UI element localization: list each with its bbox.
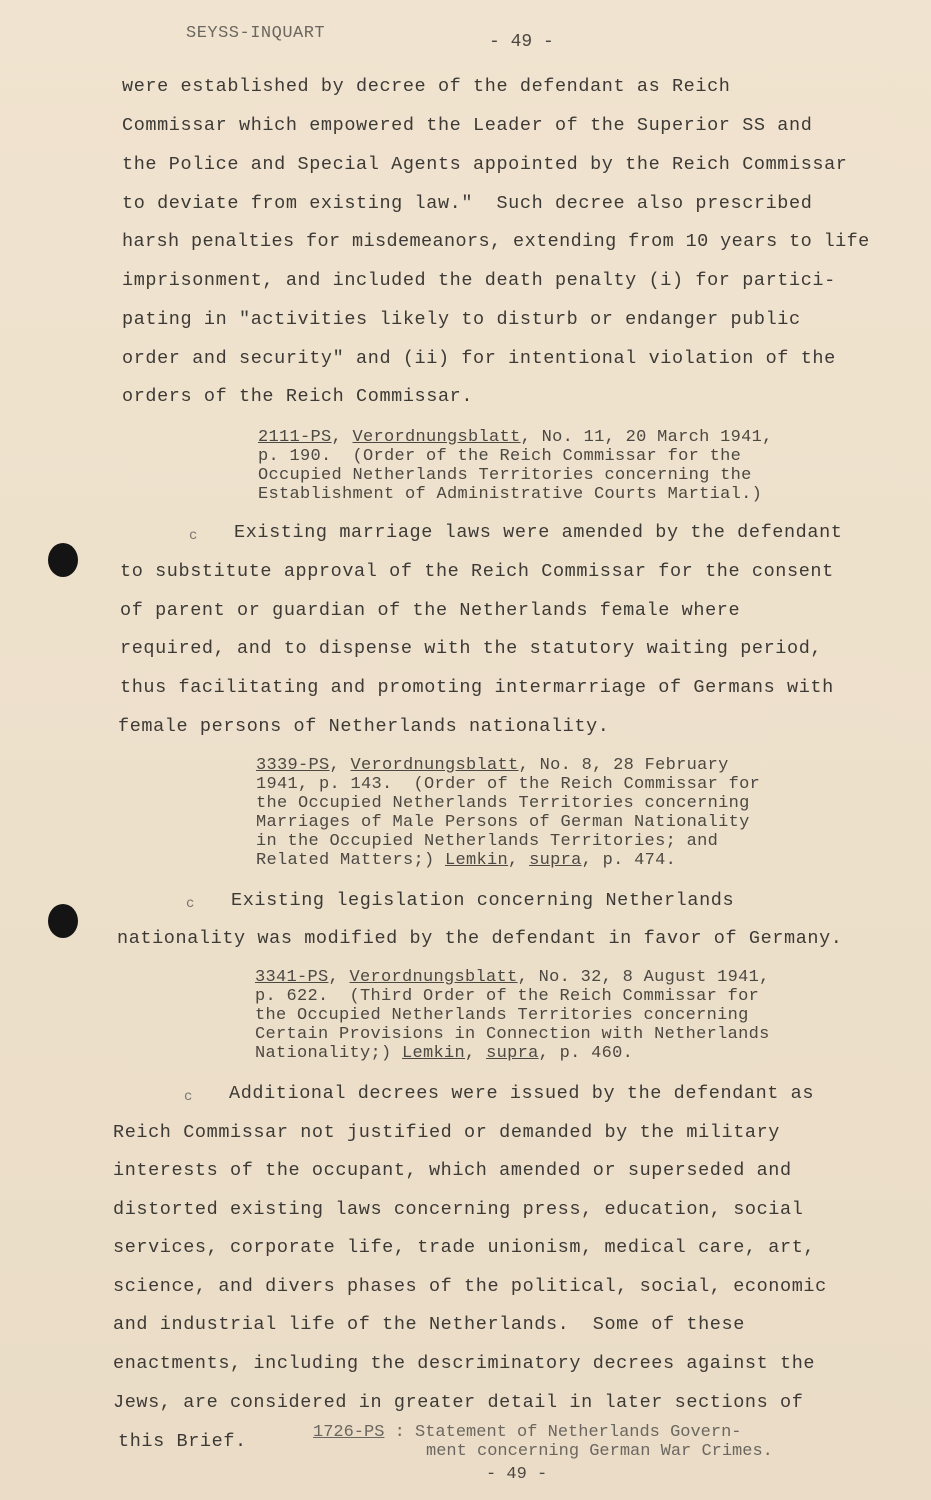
citation-line bbox=[256, 851, 676, 871]
punch-hole bbox=[48, 543, 78, 577]
text-line: distorted existing laws concerning press, education, social bbox=[113, 1199, 804, 1220]
footer-citation bbox=[313, 1423, 773, 1461]
text-line: the Police and Special Agents appointed by the Reich Commissar bbox=[122, 154, 848, 175]
citation-line bbox=[255, 1044, 633, 1064]
text-line: female persons of Netherlands nationality. bbox=[118, 716, 610, 737]
citation-supra: supra bbox=[529, 851, 582, 870]
text-line: to deviate from existing law." Such decree also prescribed bbox=[122, 193, 813, 214]
citation-page: , p. 474. bbox=[581, 851, 677, 870]
text-line: orders of the Reich Commissar. bbox=[122, 386, 474, 407]
citation-line: 1941, p. 143. (Order of the Reich Commissar for bbox=[256, 775, 761, 794]
paragraph-marker: c bbox=[184, 1089, 193, 1105]
citation-text: Nationality;) bbox=[255, 1044, 403, 1063]
paragraph-marker: c bbox=[189, 528, 198, 544]
footer-line: Statement of Netherlands Govern- bbox=[415, 1423, 742, 1442]
text-line: services, corporate life, trade unionism, medical care, art, bbox=[113, 1237, 816, 1258]
citation-text: Related Matters;) bbox=[256, 851, 446, 870]
header-defendant-name: SEYSS-INQUART bbox=[186, 24, 326, 43]
citation-line: 3339-PS, Verordnungsblatt, No. 8, 28 February bbox=[256, 756, 729, 775]
citation-detail: , No. 8, 28 February bbox=[518, 756, 729, 775]
text-line: nationality was modified by the defendant in favor of Germany. bbox=[117, 928, 843, 949]
text-line: Existing legislation concerning Netherlands bbox=[231, 890, 735, 911]
footer-ref: 1726-PS bbox=[313, 1423, 385, 1442]
text-line: harsh penalties for misdemeanors, extending from 10 years to life bbox=[122, 231, 870, 252]
text-line: Existing marriage laws were amended by the defendant bbox=[234, 522, 843, 543]
citation-source: Verordnungsblatt bbox=[350, 756, 519, 775]
text-line: imprisonment, and included the death penalty (i) for partici- bbox=[122, 270, 836, 291]
citation-line: p. 622. (Third Order of the Reich Commissar for bbox=[255, 987, 760, 1006]
text-line: and industrial life of the Netherlands. Some of these bbox=[113, 1314, 745, 1335]
footer-page-number: - 49 - bbox=[486, 1465, 548, 1484]
citation-line: 3341-PS, Verordnungsblatt, No. 32, 8 August 1941, bbox=[255, 968, 770, 987]
footer-line: ment concerning German War Crimes. bbox=[426, 1442, 773, 1461]
citation-detail: , No. 11, 20 March 1941, bbox=[520, 428, 773, 447]
citation-line: the Occupied Netherlands Territories concerning bbox=[256, 794, 750, 813]
text-line: required, and to dispense with the statutory waiting period, bbox=[120, 638, 823, 659]
text-line: enactments, including the descriminatory decrees against the bbox=[113, 1353, 816, 1374]
citation-sep: , bbox=[508, 851, 530, 870]
citation-page: , p. 460. bbox=[538, 1044, 634, 1063]
citation-line: Occupied Netherlands Territories concerning the bbox=[258, 466, 752, 485]
text-line: order and security" and (ii) for intentional violation of the bbox=[122, 348, 836, 369]
text-line: were established by decree of the defendant as Reich bbox=[122, 76, 731, 97]
citation-supra: supra bbox=[486, 1044, 539, 1063]
citation-ref: 3339-PS bbox=[256, 756, 330, 775]
text-line: Jews, are considered in greater detail in later sections of bbox=[113, 1392, 804, 1413]
text-line: science, and divers phases of the political, social, economic bbox=[113, 1276, 827, 1297]
footer-sep: : bbox=[384, 1423, 416, 1442]
header-page-number: - 49 - bbox=[489, 32, 554, 52]
text-line: Reich Commissar not justified or demanded by the military bbox=[113, 1122, 781, 1143]
citation-line: in the Occupied Netherlands Territories; and bbox=[256, 832, 719, 851]
citation-line: the Occupied Netherlands Territories concerning bbox=[255, 1006, 749, 1025]
text-line: of parent or guardian of the Netherlands female where bbox=[120, 600, 741, 621]
text-line: Additional decrees were issued by the defendant as bbox=[229, 1083, 815, 1104]
citation-line: Marriages of Male Persons of German Nationality bbox=[256, 813, 750, 832]
punch-hole bbox=[48, 904, 78, 938]
citation-line: Certain Provisions in Connection with Netherlands bbox=[255, 1025, 770, 1044]
text-line: to substitute approval of the Reich Commissar for the consent bbox=[120, 561, 834, 582]
citation-sep: , bbox=[465, 1044, 487, 1063]
text-line: interests of the occupant, which amended or superseded and bbox=[113, 1160, 792, 1181]
citation-line: 2111-PS, Verordnungsblatt, No. 11, 20 March 1941, bbox=[258, 428, 773, 447]
citation-ref: 2111-PS bbox=[258, 428, 332, 447]
citation-source: Verordnungsblatt bbox=[349, 968, 518, 987]
citation-author: Lemkin bbox=[402, 1044, 466, 1063]
citation-line: p. 190. (Order of the Reich Commissar for the bbox=[258, 447, 742, 466]
citation-source: Verordnungsblatt bbox=[352, 428, 521, 447]
text-line: thus facilitating and promoting intermarriage of Germans with bbox=[120, 677, 834, 698]
citation-author: Lemkin bbox=[445, 851, 509, 870]
citation-ref: 3341-PS bbox=[255, 968, 329, 987]
paragraph-marker: c bbox=[186, 896, 195, 912]
text-line: Commissar which empowered the Leader of the Superior SS and bbox=[122, 115, 813, 136]
citation-line: Establishment of Administrative Courts Martial.) bbox=[258, 485, 763, 504]
text-line: this Brief. bbox=[118, 1431, 247, 1452]
text-line: pating in "activities likely to disturb or endanger public bbox=[122, 309, 801, 330]
citation-detail: , No. 32, 8 August 1941, bbox=[517, 968, 770, 987]
